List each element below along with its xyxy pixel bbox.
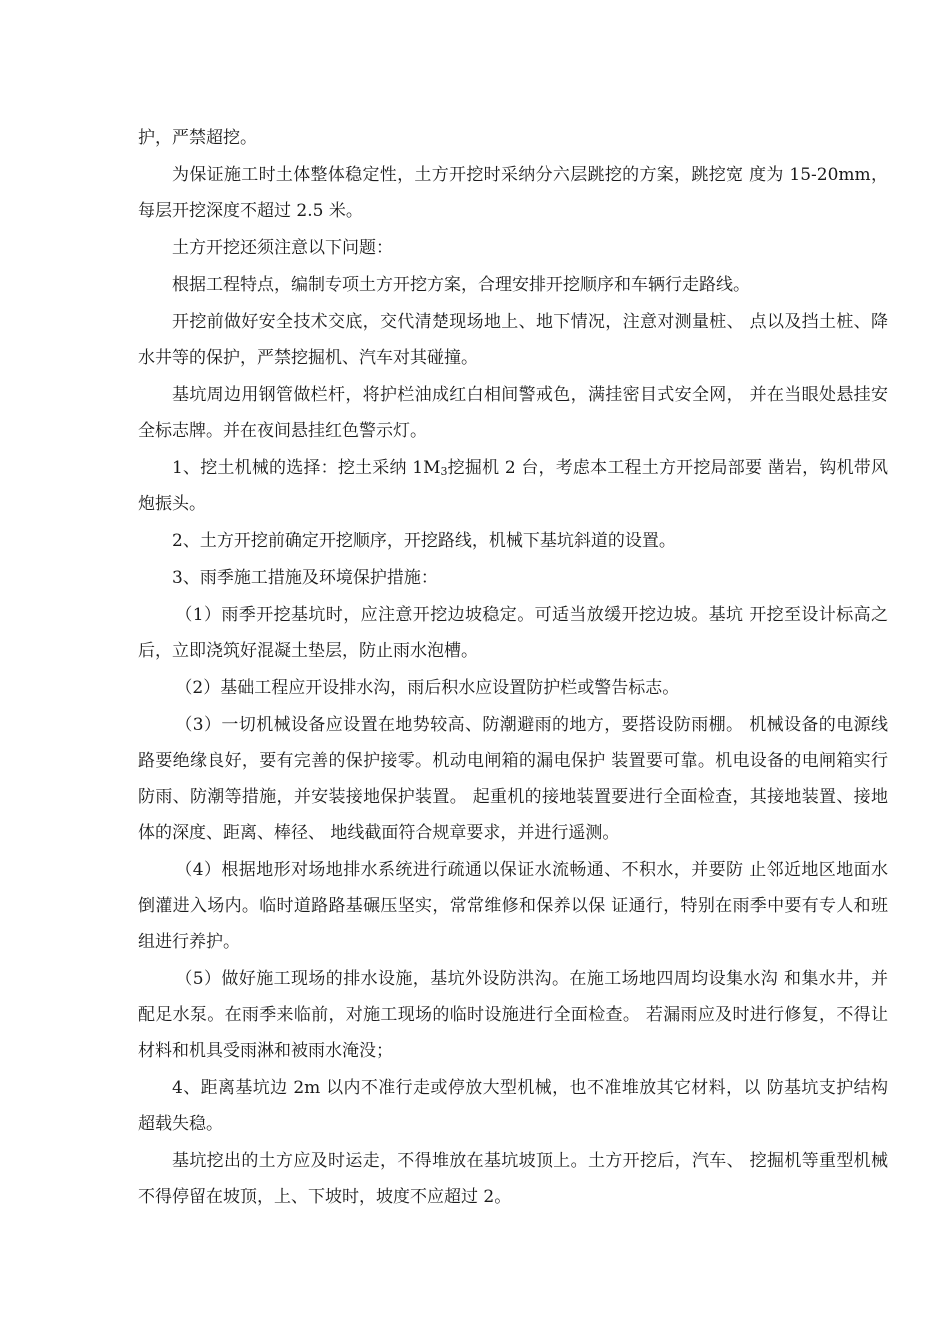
- paragraph-4: 开挖前做好安全技术交底，交代清楚现场地上、地下情况，注意对测量桩、 点以及挡土桩、降水井等的保护，严禁挖掘机、汽车对其碰撞。: [138, 312, 888, 368]
- paragraph-9: （1）雨季开挖基坑时，应注意开挖边坡稳定。可适当放缓开挖边坡。基坑 开挖至设计标高之后，立即浇筑好混凝土垫层，防止雨水泡槽。: [138, 605, 888, 661]
- paragraph-3: 根据工程特点，编制专项土方开挖方案，合理安排开挖顺序和车辆行走路线。: [172, 275, 750, 295]
- paragraph-1: 为保证施工时土体整体稳定性，土方开挖时采纳分六层跳挖的方案，跳挖宽 度为 15-20mm，每层开挖深度不超过 2.5 米。: [138, 165, 888, 221]
- document-body: [138, 120, 888, 1216]
- paragraph-12: （4）根据地形对场地排水系统进行疏通以保证水流畅通、不积水，并要防 止邻近地区地面水倒灌进入场内。临时道路路基碾压坚实，常常维修和保养以保 证通行，特别在雨季中要有专人和班组进行养护。: [138, 860, 888, 952]
- paragraph-8: 3、雨季施工措施及环境保护措施：: [172, 568, 438, 588]
- paragraph-10: （2）基础工程应开设排水沟，雨后积水应设置防护栏或警告标志。: [175, 678, 680, 698]
- paragraph-14: 4、距离基坑边 2m 以内不准行走或停放大型机械，也不准堆放其它材料，以 防基坑支护结构超载失稳。: [138, 1078, 888, 1134]
- paragraph-7: 2、土方开挖前确定开挖顺序，开挖路线，机械下基坑斜道的设置。: [172, 531, 676, 551]
- paragraph-0: 护，严禁超挖。: [138, 128, 257, 148]
- cubic-subscript: 3: [440, 465, 448, 478]
- paragraph-6-before: 1、挖土机械的选择：挖土采纳 1M: [172, 458, 441, 478]
- paragraph-6: [138, 450, 888, 522]
- paragraph-15: 基坑挖出的土方应及时运走，不得堆放在基坑坡顶上。土方开挖后，汽车、 挖掘机等重型机械不得停留在坡顶，上、下坡时，坡度不应超过 2。: [138, 1151, 888, 1207]
- paragraph-13: （5）做好施工现场的排水设施，基坑外设防洪沟。在施工场地四周均设集水沟 和集水井，并配足水泵。在雨季来临前，对施工现场的临时设施进行全面检查。 若漏雨应及时进行修复，不得让材料和机具受雨淋和被雨水淹没；: [138, 969, 888, 1061]
- paragraph-5: 基坑周边用钢管做栏杆，将护栏油成红白相间警戒色，满挂密目式安全网， 并在当眼处悬挂安全标志牌。并在夜间悬挂红色警示灯。: [138, 385, 888, 441]
- paragraph-2: 土方开挖还须注意以下问题：: [172, 238, 393, 258]
- paragraph-6-after: 挖掘机 2 台，考虑本工程土方开挖局部要 凿岩，钩机带风炮振头。: [138, 458, 888, 514]
- paragraph-11: （3）一切机械设备应设置在地势较高、防潮避雨的地方，要搭设防雨棚。 机械设备的电源线路要绝缘良好，要有完善的保护接零。机动电闸箱的漏电保护 装置要可靠。机电设备的电闸箱实行防雨、防潮等措施，并安装接地保护装置。 起重机的接地装置要进行全面检查，其接地装置、接地体的深度、距离、棒径、 地线截面符合规章要求，并进行遥测。: [138, 715, 888, 843]
